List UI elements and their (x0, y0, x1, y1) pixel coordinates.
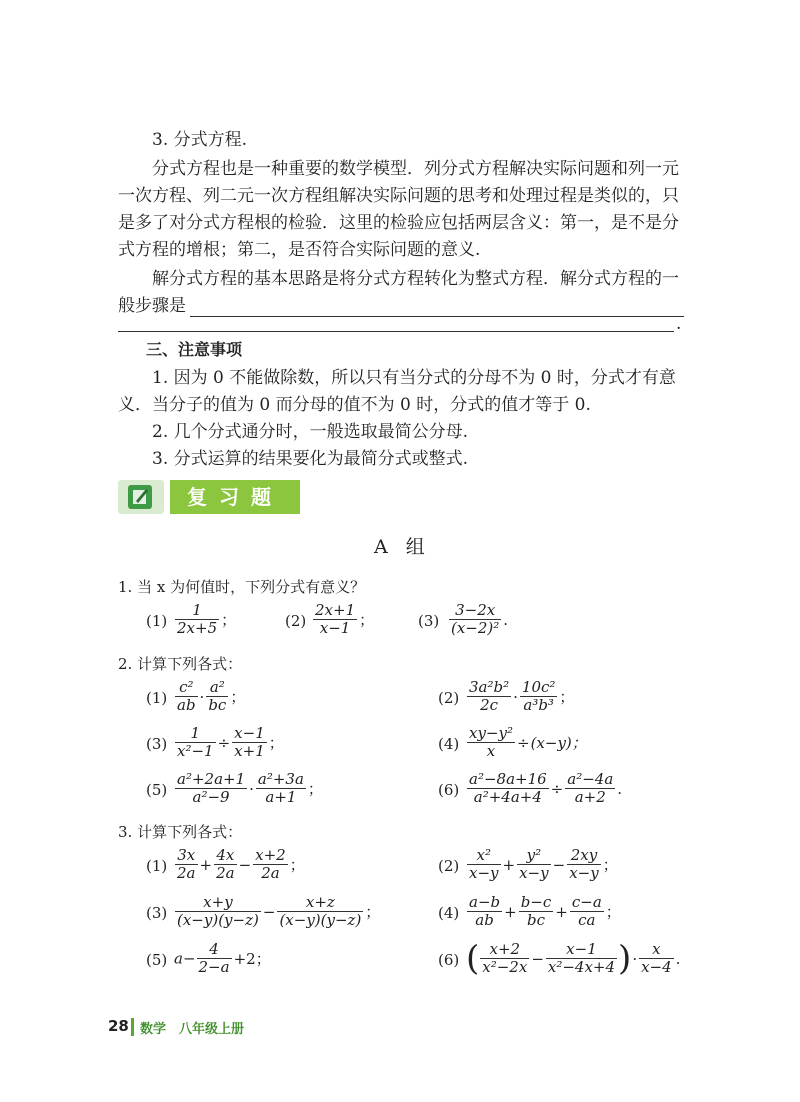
paragraph-line: 式方程的增根；第二，是否符合实际问题的意义. (118, 240, 481, 260)
section-title: 3. 分式方程. (152, 130, 248, 150)
item-label: (3) (418, 612, 440, 630)
page-number: 28 (108, 1017, 129, 1035)
expression: $\frac{\text{3a²b²}}{2c}$ · $\frac{\text{10c²}}{\text{a³b³}}$ ； (469, 678, 575, 714)
expression: $\frac{1}{\text{x²−1}}$ ÷ $\frac{x-1}{x+1}$ ； (177, 724, 284, 760)
expression: $\frac{\text{a²−8a+16}}{\text{a²+4a+4}}$ ÷ $\frac{\text{a²−4a}}{a+2}$ . (469, 770, 623, 806)
item-label: (1) (146, 857, 168, 875)
note-line: 义．当分子的值为 0 而分母的值不为 0 时，分式的值才等于 0. (118, 395, 591, 415)
item-label: (6) (438, 781, 460, 799)
item-label: (2) (285, 612, 307, 630)
item-label: (5) (146, 951, 168, 969)
item-label: (6) (438, 951, 460, 969)
question-stem: 1. 当 x 为何值时，下列分式有意义？ (118, 578, 366, 596)
expression: $\frac{a-b}{ab}$ + $\frac{b-c}{bc}$ + $\frac{c-a}{ca}$ ； (469, 893, 621, 929)
footer-divider (131, 1018, 134, 1036)
expression: $\frac{x+y}{(x-y)(y-z)}$ − $\frac{x+z}{(x-y)(y-z)}$ ； (177, 893, 381, 929)
expression: $\frac{3x}{2a}$ + $\frac{4x}{2a}$ − $\frac{x+2}{2a}$ ； (177, 846, 305, 882)
question-stem: 3. 计算下列各式： (118, 823, 243, 841)
item-label: (1) (146, 612, 168, 630)
item-label: (1) (146, 689, 168, 707)
expression: $\frac{2x+1}{x-1}$ ； (315, 601, 375, 637)
item-label: (4) (438, 904, 460, 922)
note-line: 1. 因为 0 不能做除数，所以只有当分式的分母不为 0 时，分式才有意 (152, 368, 676, 388)
fill-in-blank[interactable] (118, 331, 674, 332)
note-line: 3. 分式运算的结果要化为最简分式或整式. (152, 449, 469, 469)
pencil-note-icon (128, 485, 152, 509)
paragraph-line: 分式方程也是一种重要的数学模型．列分式方程解决实际问题和列一元 (152, 159, 679, 179)
item-label: (5) (146, 781, 168, 799)
paragraph-line: 是多了对分式方程根的检验．这里的检验应包括两层含义：第一，是不是分 (118, 213, 679, 233)
paragraph-line: 般步骤是 (118, 296, 186, 316)
group-title: A 组 (374, 536, 431, 558)
expression: $\frac{\text{c²}}{ab}$ · $\frac{\text{a²}}{bc}$ ； (177, 678, 246, 714)
expression: $\frac{\text{x²}}{x-y}$ + $\frac{\text{y²}}{x-y}$ − $\frac{2xy}{x-y}$ ； (469, 846, 618, 882)
note-line: 2. 几个分式通分时，一般选取最简公分母. (152, 422, 469, 442)
banner-label: 复习题 (170, 480, 300, 514)
item-label: (3) (146, 904, 168, 922)
review-banner (118, 480, 300, 514)
expression: $\frac{1}{2x+5}$ ； (177, 601, 237, 637)
period: . (676, 314, 682, 334)
expression: ( $\frac{x+2}{\text{x²−2x}}$ − $\frac{x-1}{\text{x²−4x+4}}$ )· $\frac{x}{x-4}$ . (466, 938, 681, 979)
expression: $\frac{3-2x}{\text{(x−2)²}}$ . (451, 601, 509, 637)
question-stem: 2. 计算下列各式： (118, 655, 243, 673)
item-label: (2) (438, 857, 460, 875)
expression: $\frac{\text{xy−y²}}{x}$ ÷(x−y)； (469, 724, 587, 760)
paragraph-line: 解分式方程的基本思路是将分式方程转化为整式方程．解分式方程的一 (152, 269, 679, 289)
expression: a− $\frac{4}{2-a}$ +2； (174, 940, 271, 976)
item-label: (4) (438, 735, 460, 753)
expression: $\frac{\text{a²+2a+1}}{\text{a²−9}}$ · $\frac{\text{a²+3a}}{a+1}$ ； (177, 770, 323, 806)
item-label: (3) (146, 735, 168, 753)
footer-book-title: 数学 八年级上册 (140, 1022, 245, 1037)
item-label: (2) (438, 689, 460, 707)
banner-icon-box (118, 480, 164, 514)
fill-in-blank[interactable] (190, 316, 684, 317)
paragraph-line: 一次方程、列二元一次方程组解决实际问题的思考和处理过程是类似的，只 (118, 186, 679, 206)
notes-heading: 三、注意事项 (146, 340, 243, 359)
